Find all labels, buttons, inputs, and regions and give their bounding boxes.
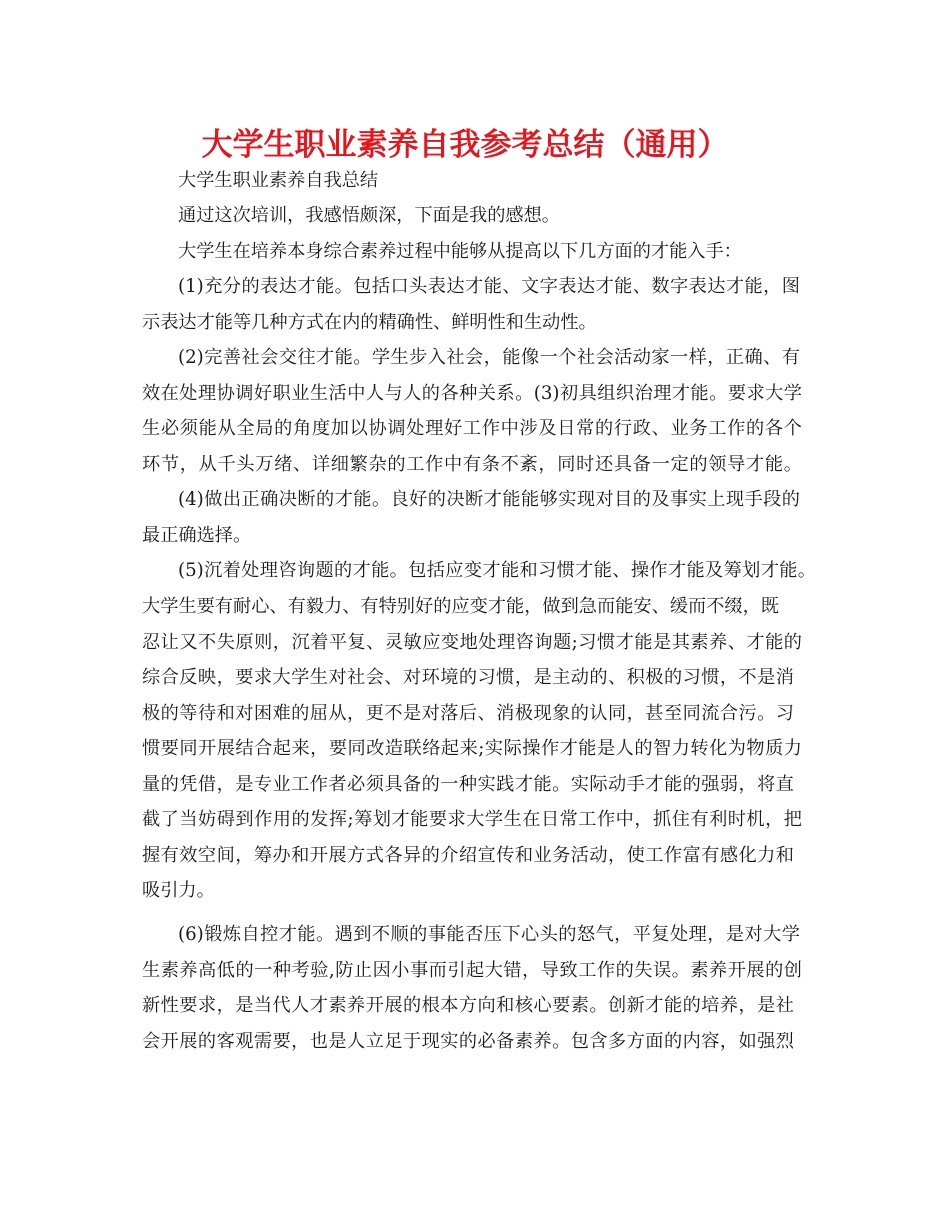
paragraph-line: 截了当妨碍到作用的发挥;筹划才能要求大学生在日常工作中，抓住有利时机，把 bbox=[142, 809, 802, 830]
paragraph-line: 大学生在培养本身综合素养过程中能够从提高以下几方面的才能入手： bbox=[178, 241, 742, 262]
document-title: 大学生职业素养自我参考总结（通用） bbox=[201, 127, 729, 163]
paragraph-line: (5)沉着处理咨询题的才能。包括应变才能和习惯才能、操作才能及筹划才能。 bbox=[178, 560, 816, 581]
paragraph-line: (2)完善社会交往才能。学生步入社会，能像一个社会活动家一样，正确、有 bbox=[178, 347, 800, 368]
paragraph-line: (6)锻炼自控才能。遇到不顺的事能否压下心头的怒气，平复处理，是对大学 bbox=[178, 924, 800, 945]
paragraph-line: (1)充分的表达才能。包括口头表达才能、文字表达才能、数字表达才能，图 bbox=[178, 276, 800, 297]
paragraph-line: 最正确选择。 bbox=[142, 525, 252, 546]
paragraph-line: 示表达才能等几种方式在内的精确性、鲜明性和生动性。 bbox=[142, 312, 597, 333]
subtitle-line: 大学生职业素养自我总结 bbox=[178, 170, 379, 191]
paragraph-line: 握有效空间，筹办和开展方式各异的介绍宣传和业务活动，使工作富有感化力和 bbox=[142, 845, 794, 866]
paragraph-line: 生必须能从全局的角度加以协调处理好工作中涉及日常的行政、业务工作的各个 bbox=[142, 418, 802, 439]
paragraph-line: 环节，从千头万绪、详细繁杂的工作中有条不紊，同时还具备一定的领导才能。 bbox=[142, 454, 802, 475]
paragraph-line: 综合反映，要求大学生对社会、对环境的习惯，是主动的、积极的习惯，不是消 bbox=[142, 667, 794, 688]
paragraph-line: 惯要同开展结合起来，要同改造联络起来;实际操作才能是人的智力转化为物质力 bbox=[142, 738, 802, 759]
paragraph-line: 大学生要有耐心、有毅力、有特别好的应变才能，做到急而能安、缓而不缀，既 bbox=[142, 596, 779, 617]
paragraph-line: (4)做出正确决断的才能。良好的决断才能能够实现对目的及事实上现手段的 bbox=[178, 489, 800, 510]
paragraph-line: 量的凭借，是专业工作者必须具备的一种实践才能。实际动手才能的强弱，将直 bbox=[142, 774, 794, 795]
paragraph-line: 新性要求，是当代人才素养开展的根本方向和核心要素。创新才能的培养，是社 bbox=[142, 995, 794, 1016]
paragraph-line: 吸引力。 bbox=[142, 880, 215, 901]
paragraph-line: 忍让又不失原则，沉着平复、灵敏应变地处理咨询题;习惯才能是其素养、才能的 bbox=[142, 632, 802, 653]
paragraph-line: 极的等待和对困难的屈从，更不是对落后、消极现象的认同，甚至同流合污。习 bbox=[142, 703, 794, 724]
paragraph-line: 会开展的客观需要，也是人立足于现实的必备素养。包含多方面的内容，如强烈 bbox=[142, 1031, 794, 1052]
paragraph-line: 通过这次培训，我感悟颇深，下面是我的感想。 bbox=[178, 205, 560, 226]
paragraph-line: 效在处理协调好职业生活中人与人的各种关系。(3)初具组织治理才能。要求大学 bbox=[142, 383, 802, 404]
paragraph-line: 生素养高低的一种考验,防止因小事而引起大错，导致工作的失误。素养开展的创 bbox=[142, 960, 802, 981]
